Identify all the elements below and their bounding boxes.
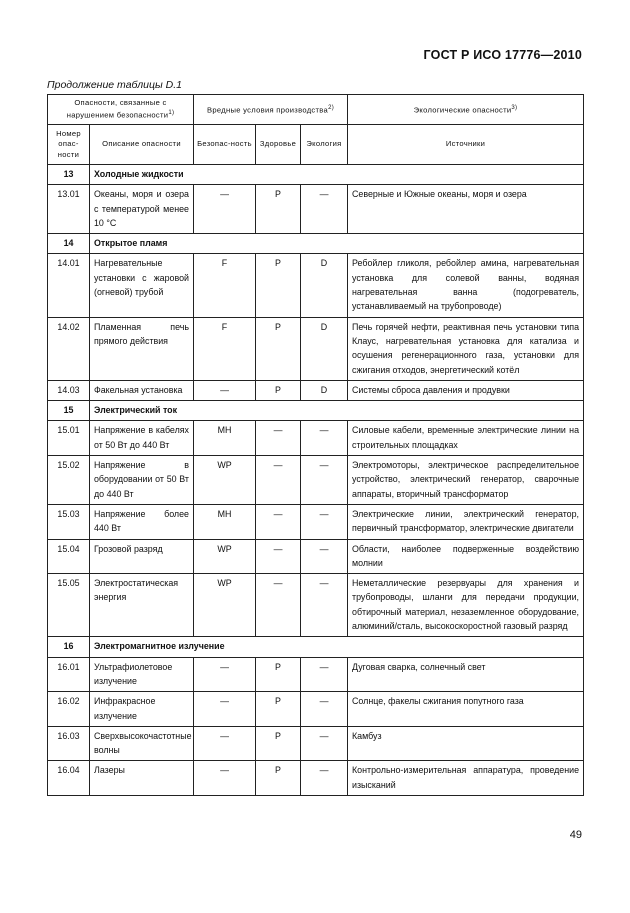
hazard-description: Нагревательные установки с жаровой (огневой) трубой — [90, 254, 194, 317]
safety-code: — — [194, 657, 256, 692]
hazard-number: 15.05 — [48, 574, 90, 637]
hazard-description: Грозовой разряд — [90, 539, 194, 574]
health-code: P — [256, 692, 301, 727]
hazard-description: Напряжение в кабелях от 50 Вт до 440 Вт — [90, 421, 194, 456]
page-number: 49 — [569, 829, 582, 841]
table-row — [48, 761, 584, 796]
health-code: P — [256, 185, 301, 234]
table-row — [48, 317, 584, 380]
safety-code: WP — [194, 539, 256, 574]
table-row — [48, 380, 584, 400]
standard-header: ГОСТ Р ИСО 17776—2010 — [423, 48, 582, 62]
health-code: P — [256, 726, 301, 761]
hazard-sources: Электромоторы, электрическое распределительное устройство, электрический генератор, сварочные аппараты, вторичный трансформатор — [348, 456, 584, 505]
ecology-code: — — [301, 761, 348, 796]
hazard-number: 14.01 — [48, 254, 90, 317]
hazard-sources: Контрольно-измерительная аппаратура, проведение изысканий — [348, 761, 584, 796]
ecology-code: D — [301, 254, 348, 317]
ecology-code: — — [301, 726, 348, 761]
health-code: P — [256, 254, 301, 317]
hazard-number: 13.01 — [48, 185, 90, 234]
health-code: P — [256, 761, 301, 796]
header-health: Здоровье — [256, 125, 301, 165]
safety-code: — — [194, 380, 256, 400]
ecology-code: — — [301, 657, 348, 692]
hazard-number: 16.02 — [48, 692, 90, 727]
hazard-number: 16.01 — [48, 657, 90, 692]
section-title: Электрический ток — [90, 401, 584, 421]
header-group-ecology: Экологические опасности$^{3)}$ — [348, 95, 584, 125]
header-number: Номер опас-ности — [48, 125, 90, 165]
section-row — [48, 165, 584, 185]
table-row — [48, 657, 584, 692]
hazard-sources: Солнце, факелы сжигания попутного газа — [348, 692, 584, 727]
safety-code: MH — [194, 421, 256, 456]
safety-code: — — [194, 726, 256, 761]
section-row — [48, 637, 584, 657]
ecology-code: — — [301, 574, 348, 637]
ecology-code: — — [301, 504, 348, 539]
health-code: — — [256, 504, 301, 539]
section-number: 13 — [48, 165, 90, 185]
hazard-description: Сверхвысокочастотные волны — [90, 726, 194, 761]
hazard-description: Пламенная печь прямого действия — [90, 317, 194, 380]
hazard-number: 14.03 — [48, 380, 90, 400]
section-title: Электромагнитное излучение — [90, 637, 584, 657]
table-row — [48, 692, 584, 727]
table-row — [48, 726, 584, 761]
ecology-code: — — [301, 456, 348, 505]
table-caption: Продолжение таблицы D.1 — [47, 79, 182, 91]
section-number: 15 — [48, 401, 90, 421]
hazard-number: 14.02 — [48, 317, 90, 380]
table-row — [48, 539, 584, 574]
table-row — [48, 254, 584, 317]
safety-code: F — [194, 254, 256, 317]
table-body — [48, 165, 584, 796]
hazard-sources: Дуговая сварка, солнечный свет — [348, 657, 584, 692]
health-code: — — [256, 574, 301, 637]
hazard-description: Инфракрасное излучение — [90, 692, 194, 727]
safety-code: — — [194, 185, 256, 234]
hazard-description: Напряжение в оборудовании от 50 Вт до 440 Вт — [90, 456, 194, 505]
safety-code: — — [194, 692, 256, 727]
section-number: 14 — [48, 234, 90, 254]
table-row — [48, 504, 584, 539]
hazard-sources: Системы сброса давления и продувки — [348, 380, 584, 400]
header-group-safety: Опасности, связанные с нарушением безопасности$^{1)}$ — [48, 95, 194, 125]
ecology-code: — — [301, 185, 348, 234]
safety-code: — — [194, 761, 256, 796]
hazard-description: Океаны, моря и озера с температурой менее 10 °С — [90, 185, 194, 234]
health-code: — — [256, 421, 301, 456]
header-group-occupational: Вредные условия производства$^{2)}$ — [194, 95, 348, 125]
safety-code: MH — [194, 504, 256, 539]
section-title: Холодные жидкости — [90, 165, 584, 185]
hazard-number: 15.01 — [48, 421, 90, 456]
table-row — [48, 185, 584, 234]
hazard-number: 15.02 — [48, 456, 90, 505]
hazard-number: 16.03 — [48, 726, 90, 761]
hazard-sources: Северные и Южные океаны, моря и озера — [348, 185, 584, 234]
section-title: Открытое пламя — [90, 234, 584, 254]
hazard-number: 16.04 — [48, 761, 90, 796]
table-row — [48, 421, 584, 456]
header-ecology: Экология — [301, 125, 348, 165]
table-row — [48, 456, 584, 505]
section-number: 16 — [48, 637, 90, 657]
ecology-code: D — [301, 317, 348, 380]
hazard-sources: Печь горячей нефти, реактивная печь установки типа Клаус, нагревательная установка для катализа и осушения регенерационного газа, установки для сжигания отходов, энергетический котёл — [348, 317, 584, 380]
section-row — [48, 401, 584, 421]
hazard-sources: Ребойлер гликоля, ребойлер амина, нагревательная установка для солевой ванны, водяная нагревательная ванна (подогреватель, устанавливаемый на трубопроводе) — [348, 254, 584, 317]
hazard-description: Электростатическая энергия — [90, 574, 194, 637]
health-code: P — [256, 317, 301, 380]
hazard-sources: Силовые кабели, временные электрические линии на строительных площадках — [348, 421, 584, 456]
hazard-sources: Электрические линии, электрический генератор, первичный трансформатор, электрические двигатели — [348, 504, 584, 539]
header-sources: Источники — [348, 125, 584, 165]
section-row — [48, 234, 584, 254]
hazard-description: Ультрафиолетовое излучение — [90, 657, 194, 692]
safety-code: WP — [194, 456, 256, 505]
hazard-description: Напряжение более 440 Вт — [90, 504, 194, 539]
safety-code: WP — [194, 574, 256, 637]
safety-code: F — [194, 317, 256, 380]
ecology-code: — — [301, 692, 348, 727]
hazard-sources: Камбуз — [348, 726, 584, 761]
health-code: — — [256, 456, 301, 505]
header-description: Описание опасности — [90, 125, 194, 165]
ecology-code: — — [301, 421, 348, 456]
hazard-description: Лазеры — [90, 761, 194, 796]
hazard-description: Факельная установка — [90, 380, 194, 400]
hazard-sources: Области, наиболее подверженные воздействию молнии — [348, 539, 584, 574]
ecology-code: — — [301, 539, 348, 574]
hazard-table — [47, 94, 584, 796]
table-row — [48, 574, 584, 637]
health-code: — — [256, 539, 301, 574]
hazard-sources: Неметаллические резервуары для хранения и трубопроводы, шланги для передачи продукции, обтирочный материал, незаземленное оборудование, алюминий/сталь, высокоскоростной газовый разряд — [348, 574, 584, 637]
hazard-number: 15.03 — [48, 504, 90, 539]
health-code: P — [256, 380, 301, 400]
hazard-number: 15.04 — [48, 539, 90, 574]
health-code: P — [256, 657, 301, 692]
header-safety: Безопас-ность — [194, 125, 256, 165]
ecology-code: D — [301, 380, 348, 400]
